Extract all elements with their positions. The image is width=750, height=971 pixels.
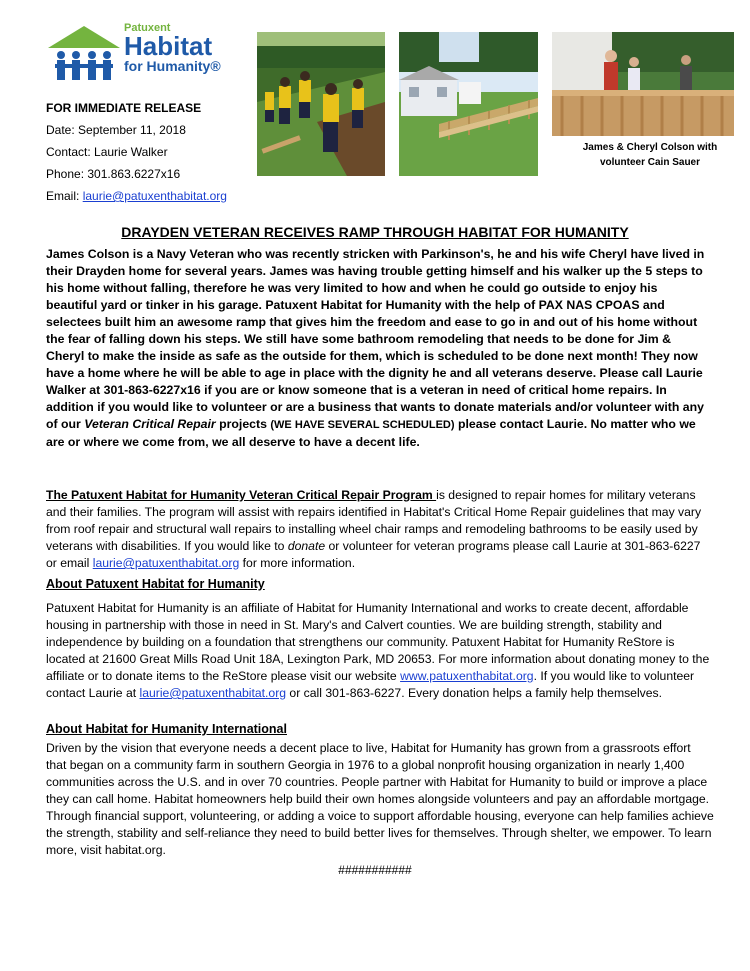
logo-org-name: Habitat [124,31,213,61]
about-local-text1: Patuxent Habitat for Humanity is an affiliate of Habitat for Humanity International and works to create decent, affordable housing in partnership with those in need in St. Mary's and Calvert counties. We are building strength, stability and independence by building on a foundation that strengthens our community. Patuxent Habitat for Humanity ReStore is located at 21600 Great Mills Road Unit 18A, Lexington Park, MD 20653. For more information about donating money to the affiliate or to donate items to the ReStore please visit our website [46,601,710,683]
photo-caption [560,140,740,170]
program-text2: or volunteer for veteran programs please call Laurie at 301-863-6227 or email [46,539,701,570]
story-text-end: please contact Laurie. No matter who we are or where we come from, we all deserve to have a decent life. [46,417,696,449]
logo-for-humanity: for Humanity® [124,58,221,74]
release-email-link[interactable]: laurie@patuxenthabitat.org [82,189,227,203]
story-paragraph [46,246,706,451]
story-text-mid: projects [215,417,271,431]
about-intl-paragraph: Driven by the vision that everyone needs a decent place to live, Habitat for Humanity has grown from a grassroots effort that began on a community farm in southern Georgia in 1976 to a global nonprofit housing organization in nearly 1,400 communities across the U.S. and in over 70 countries. People partner with Habitat for Humanity to build or improve a place they can call home. Habitat homeowners help build their own homes alongside volunteers and pay an affordable mortgage. Through financial support, volunteering, or adding a voice to support affordable housing, everyone can help families achieve the strength, stability and self-reliance they need to build better lives for themselves. Through shelter, we empower. To learn more, visit habitat.org. [46,741,714,857]
release-email-label: Email: [46,189,83,203]
about-intl-heading: About Habitat for Humanity International [46,722,287,736]
program-text1: is designed to repair homes for military veterans and their families. The program will assist with repairs identified in Habitat's Critical Home Repair guidelines that may vary from roof repair and structural wall repairs to installing wheel chair ramps and remodeling bathrooms to be easily used by veterans with disabilities. If you would like to [46,488,702,553]
release-phone: Phone: 301.863.6227x16 [46,167,181,181]
release-date: Date: September 11, 2018 [46,123,186,137]
about-local-text2: . If you would like to volunteer contact Laurie at [46,669,695,700]
website-link[interactable]: www.patuxenthabitat.org [400,669,534,683]
habitat-logo [46,22,236,86]
story-caps-note: (WE HAVE SEVERAL SCHEDULED) [270,419,455,431]
program-lead: The Patuxent Habitat for Humanity Veteran Critical Repair Program [46,488,437,502]
about-local-text3: or call 301-863-6227. Every donation helps a family help themselves. [286,686,663,700]
photo-colson-family [552,32,734,136]
about-local-heading: About Patuxent Habitat for Humanity [46,577,265,591]
program-text3: for more information. [239,556,356,570]
program-paragraph [46,487,714,572]
release-contact: Contact: Laurie Walker [46,145,168,159]
photo-caption-line1: James & Cheryl Colson with [582,142,718,153]
about-local-email-link[interactable]: laurie@patuxenthabitat.org [139,686,287,700]
photo-volunteers-digging [257,32,385,176]
press-release-title: DRAYDEN VETERAN RECEIVES RAMP THROUGH HABITAT FOR HUMANITY [121,224,629,240]
logo-org-small: Patuxent [124,22,171,34]
story-italic-program: Veteran Critical Repair [84,417,216,431]
photo-caption-line2: volunteer Cain Sauer [599,157,701,168]
photo-ramp-house [399,32,538,176]
habitat-house-icon [46,24,122,82]
story-text: James Colson is a Navy Veteran who was recently stricken with Parkinson's, he and his wife Cheryl have lived in their Drayden home for several years. James was having trouble getting himself and his walker up the 5 steps to his home without falling, therefore he was very limited to how and when he could go outside to enjoy his beautiful yard or tinker in his garage. Patuxent Habitat for Humanity with the help of PAX NAS CPOAS and selectees built him an awesome ramp that gives him the freedom and ease to go in and out of his home without the fear of falling down his steps. We still have some bathroom remodeling that needs to be done for Jim & Cheryl to make the inside as safe as the outside for them, which is scheduled to be done next month! They now have a home where he will be able to age in place with the dignity he and all veterans deserve. Please call Laurie Walker at 301-863-6227x16 if you are or know someone that is a veteran in need of critical home repairs. In addition if you would like to volunteer or are a business that wants to donate materials and/or volunteer with any of our [46,247,705,431]
about-local-paragraph [46,600,714,702]
release-header: FOR IMMEDIATE RELEASE [46,101,202,115]
release-email-line [46,185,261,207]
program-email-link[interactable]: laurie@patuxenthabitat.org [92,556,240,570]
release-info [46,97,261,207]
program-donate: donate [287,539,326,553]
end-mark: ########### [338,863,412,877]
